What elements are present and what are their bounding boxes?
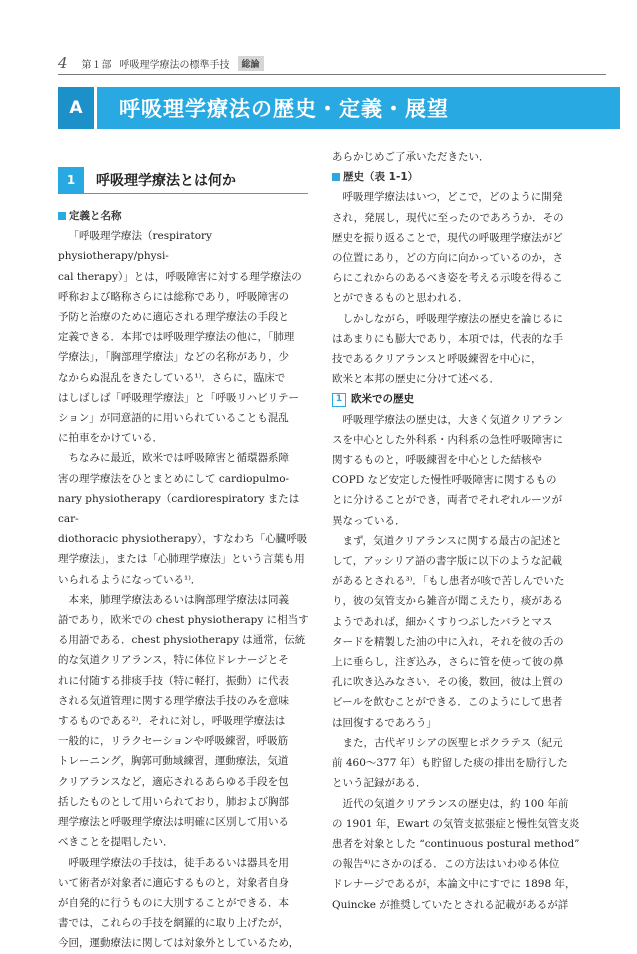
text-line: 的な気道クリアランス，特に体位ドレナージとそ xyxy=(58,654,289,667)
text-line: が自発的に行うものに大別することができる．本 xyxy=(58,896,289,909)
text-line: 学療法」，「胸部理学療法」などの名称があり，少 xyxy=(58,351,289,364)
part-title: 呼吸理学療法の標準手技 xyxy=(119,59,230,71)
chapter-banner xyxy=(58,87,620,129)
text-line: ビールを飲むことができる．このようにして患者 xyxy=(332,696,563,709)
text-line: 理学療法」，または「心肺理学療法」という言葉も用 xyxy=(58,553,305,566)
text-line: あらかじめご了承いただきたい． xyxy=(332,151,490,163)
text-line: COPD など安定した慢性呼吸障害に関するもの xyxy=(332,474,557,487)
text-line: 括したものとして用いられており，肺および胸部 xyxy=(58,795,289,808)
text-line: いられるようになっている¹⁾． xyxy=(58,573,202,586)
page-number: 4 xyxy=(58,54,68,72)
part-label: 第１部 xyxy=(81,59,112,71)
text-line: の位置にあり，どの方向に向かっているのか，さ xyxy=(332,252,563,265)
text-line: タードを精製した油の中に入れ，それを彼の舌の xyxy=(332,635,564,648)
subhead-label: 定義と名称 xyxy=(69,210,122,222)
text-line: り，彼の気管支から雑音が聞こえたり，痰がある xyxy=(332,595,563,608)
text-line: 呼吸理学療法の手技は，徒手あるいは器具を用 xyxy=(68,856,289,869)
text-line: 予防と治療のために適応される理学療法の手段と xyxy=(58,311,289,324)
text-line: ション」が同意語的に用いられていることも混乱 xyxy=(58,412,289,425)
text-line: 書では，これらの手技を網羅的に取り上げたが， xyxy=(58,917,289,930)
square-bullet-icon xyxy=(58,212,66,220)
text-line: ようであれば，細かくすりつぶしたバラとマス xyxy=(332,615,553,628)
text-line: 呼称および略称さらには総称であり，呼吸障害の xyxy=(58,290,289,303)
text-line: 呼吸理学療法の歴史は，大きく気道クリアラン xyxy=(342,413,563,426)
text-line: 本来，肺理学療法あるいは胸部理学療法は同義 xyxy=(68,593,289,606)
text-line: に拍車をかけている． xyxy=(58,432,163,445)
text-line: 技であるクリアランスと呼吸練習を中心に， xyxy=(332,353,542,366)
section-title: 呼吸理学療法とは何か xyxy=(96,173,236,189)
text-line: nary physiotherapy（cardiorespiratory または car- xyxy=(58,492,300,526)
text-line: 孔に吹き込みなさい．その後，数回，彼は上質の xyxy=(332,676,563,689)
section-number: 1 xyxy=(58,167,84,193)
text-line: ドレナージであるが，本論文中にすでに 1898 年， xyxy=(332,878,576,891)
section-heading xyxy=(58,167,308,194)
text-line: スを中心とした外科系・内科系の急性呼吸障害に xyxy=(332,433,563,446)
text-line: 前 460～377 年）も貯留した痰の排出を励行した xyxy=(332,757,568,770)
text-line: 関するものと，呼吸練習を中心とした結核や xyxy=(332,454,542,467)
text-line: まず，気道クリアランスに関する最古の記述と xyxy=(342,534,562,547)
text-line: しかしながら，呼吸理学療法の歴史を論じるに xyxy=(342,312,563,325)
text-line: 近代の気道クリアランスの歴史は，約 100 年前 xyxy=(342,797,569,810)
text-line: 理学療法と呼吸理学療法は明確に区別して用いる xyxy=(58,816,289,829)
header-badge: 総論 xyxy=(238,56,264,71)
text-line: 一般的に，リラクセーションや呼吸練習，呼吸筋 xyxy=(58,735,289,748)
banner-title: 呼吸理学療法の歴史・定義・展望 xyxy=(97,87,620,129)
text-line: とに分けることができ，両者でそれぞれルーツが xyxy=(332,494,563,507)
running-header xyxy=(58,53,618,73)
subhead-history xyxy=(332,167,582,187)
right-column xyxy=(332,147,582,915)
header-rule xyxy=(58,74,606,75)
text-line: 定義できる．本邦では呼吸理学療法の他に，「肺理 xyxy=(58,331,295,344)
subsection-title: 欧米での歴史 xyxy=(351,393,414,406)
text-line: 呼吸理学療法はいつ，どこで，どのように開発 xyxy=(342,191,563,204)
text-line: 「呼吸理学療法（respiratory physiotherapy/physi- xyxy=(58,230,212,263)
text-line: して，アッシリア語の書字版に以下のような記載 xyxy=(332,555,563,568)
text-line: トレーニング，胸郭可動域練習，運動療法，気道 xyxy=(58,755,289,768)
text-line: 今回，運動療法に関しては対象外としているため， xyxy=(58,937,300,950)
text-line: 患者を対象とした “continuous postural method” xyxy=(332,837,580,850)
text-line: は回復するであろう」 xyxy=(332,716,437,729)
text-line: とができるものと思われる． xyxy=(332,292,469,305)
text-line: の報告⁴⁾にさかのぼる．この方法はいわゆる体位 xyxy=(332,858,560,871)
text-line: ちなみに最近，欧米では呼吸障害と循環器系障 xyxy=(68,452,289,465)
text-line: クリアランスなど，適応されるあらゆる手段を包 xyxy=(58,775,289,788)
banner-letter: A xyxy=(58,87,97,129)
text-line: Quincke が推奨していたとされる記載があるが詳 xyxy=(332,898,569,911)
text-line: いて術者が対象者に適応するものと，対象者自身 xyxy=(58,876,289,889)
text-line: 害の理学療法をひとまとめにして cardiopulmo- xyxy=(58,472,290,485)
text-line: され，発展し，現代に至ったのであろうか．その xyxy=(332,211,564,224)
text-line: 歴史を振り返ることで，現代の呼吸理学療法がど xyxy=(332,231,563,244)
text-line: はしばしば「呼吸理学療法」と「呼吸リハビリテー xyxy=(58,391,299,404)
subhead-definition xyxy=(58,206,310,226)
text-line: cal therapy）」とは，呼吸障害に対する理学療法の xyxy=(58,270,302,283)
square-bullet-icon xyxy=(332,173,340,181)
text-line: 上に垂らし，注ぎ込み，さらに管を使って彼の鼻 xyxy=(332,656,564,669)
text-line: の 1901 年，Ewart の気管支拡張症と慢性気管支炎 xyxy=(332,817,580,830)
text-line: また，古代ギリシアの医聖ヒポクラテス（紀元 xyxy=(342,736,563,749)
text-line: 語であり，欧米での chest physiotherapy に相当す xyxy=(58,614,309,627)
text-line: 欧米と本邦の歴史に分けて述べる． xyxy=(332,373,500,386)
text-line: diothoracic physiotherapy），すなわち「心臓呼吸 xyxy=(58,533,308,546)
subsection-western-history xyxy=(332,389,582,409)
text-line: はあまりにも膨大であり，本項では，代表的な手 xyxy=(332,332,563,345)
subsection-number: 1 xyxy=(332,393,346,407)
text-line: される気道管理に関する理学療法手技のみを意味 xyxy=(58,694,289,707)
text-line: なからぬ混乱をきたしている¹⁾．さらに，臨床で xyxy=(58,371,286,384)
text-line: れに付随する排痰手技（特に軽打，振動）に代表 xyxy=(58,674,289,687)
text-line: 異なっている． xyxy=(332,514,406,527)
text-line: があるとされる³⁾．「もし患者が咳で苦しんでいた xyxy=(332,575,565,588)
text-line: するものである²⁾．それに対し，呼吸理学療法は xyxy=(58,715,286,728)
text-line: べきことを提唱したい． xyxy=(58,836,174,849)
left-column xyxy=(58,206,310,954)
text-line: という記録がある． xyxy=(332,777,427,790)
text-line: る用語である．chest physiotherapy は通常，伝統 xyxy=(58,634,306,647)
text-line: らにこれからのあるべき姿を考える示唆を得るこ xyxy=(332,272,563,285)
subhead-label: 歴史（表 1-1） xyxy=(343,171,419,184)
